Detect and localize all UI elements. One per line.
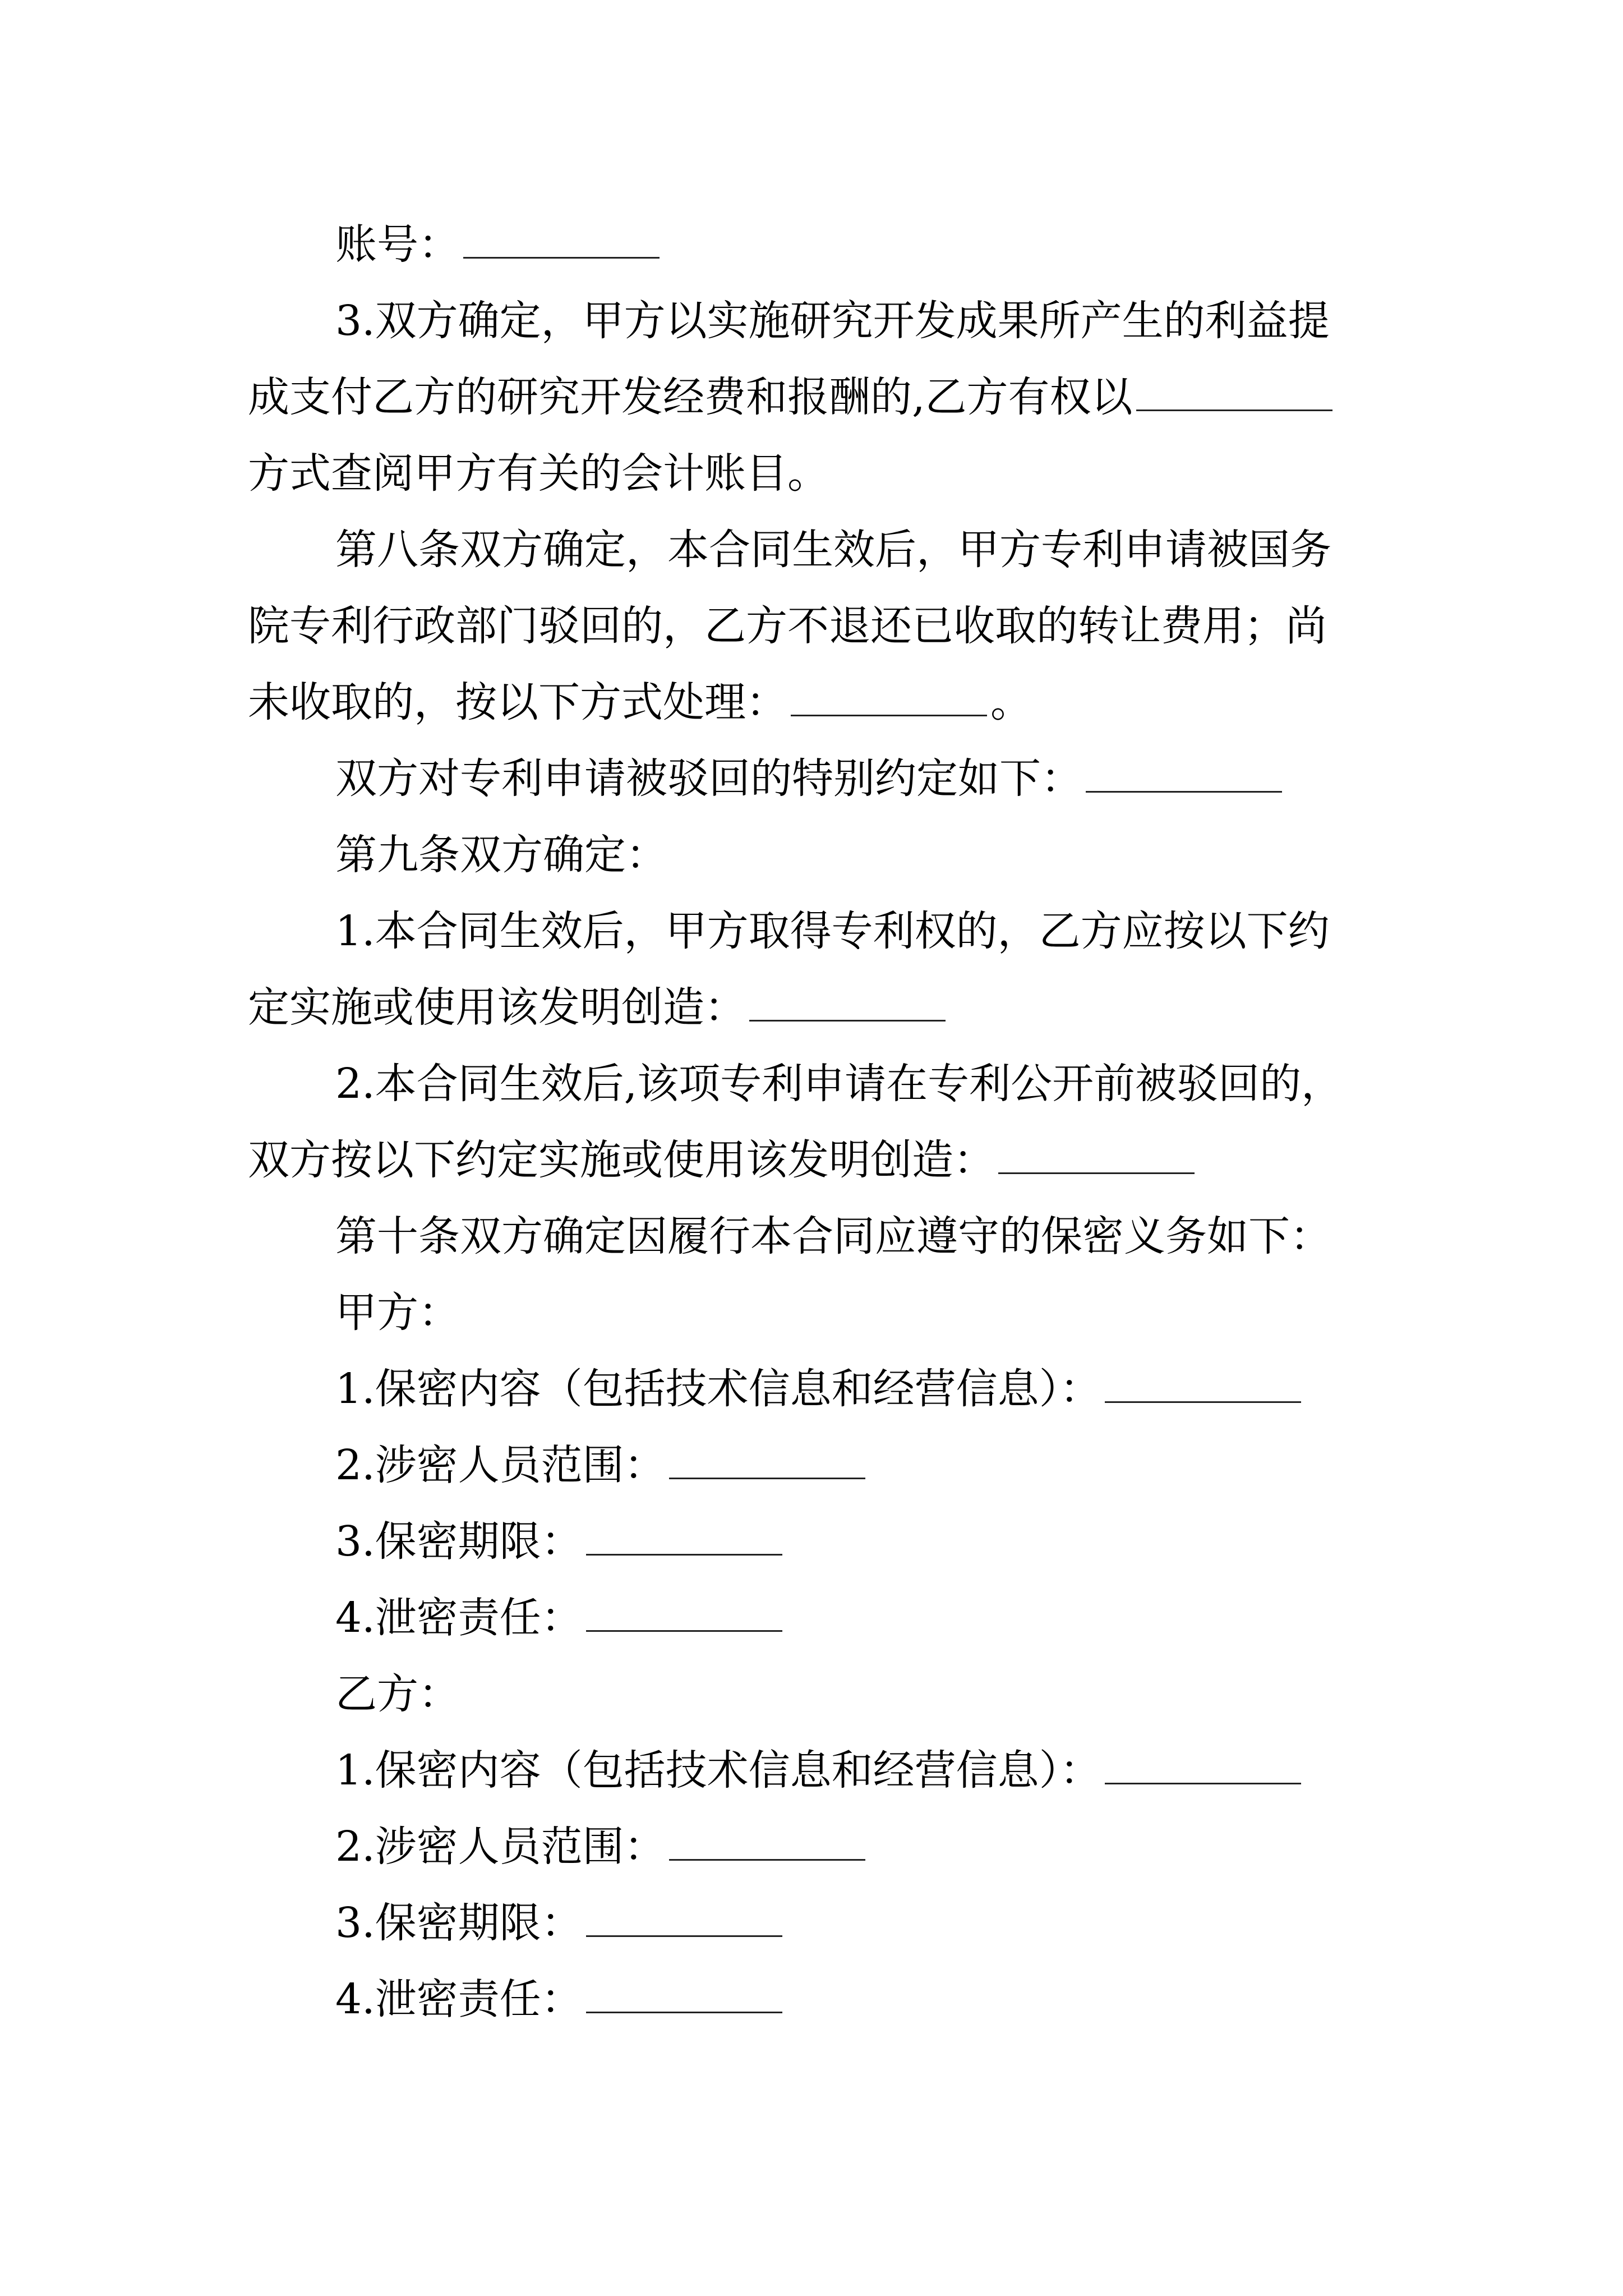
line-text: 2.涉密人员范围： bbox=[335, 1823, 666, 1871]
party-b-item-1 bbox=[335, 1742, 1304, 1798]
fill-in-blank[interactable] bbox=[586, 1978, 782, 2013]
line-text: 第十条双方确定因履行本合同应遵守的保密义务如下： bbox=[335, 1212, 1331, 1260]
fill-in-blank[interactable] bbox=[1136, 376, 1332, 411]
party-a-item-4 bbox=[335, 1590, 786, 1646]
line-text: 第八条双方确定，本合同生效后，甲方专利申请被国务 bbox=[335, 526, 1331, 574]
line-text: 方式查阅甲方有关的会计账目。 bbox=[248, 449, 829, 498]
article-10-heading bbox=[335, 1208, 1331, 1264]
fill-in-blank[interactable] bbox=[669, 1444, 865, 1479]
article-8-line-1 bbox=[335, 522, 1331, 578]
fill-in-blank[interactable] bbox=[586, 1520, 782, 1556]
line-text: 乙方： bbox=[335, 1670, 460, 1718]
line-text: 双方对专利申请被驳回的特别约定如下： bbox=[335, 754, 1082, 803]
line-text: 1.本合同生效后，甲方取得专利权的，乙方应按以下约 bbox=[335, 907, 1330, 955]
fill-in-blank[interactable] bbox=[1105, 1368, 1301, 1403]
article-8-line-2 bbox=[248, 598, 1327, 654]
line-text: 1.保密内容（包括技术信息和经营信息）： bbox=[335, 1746, 1101, 1795]
clause-7-3-line-2 bbox=[248, 369, 1336, 425]
line-text: 1.保密内容（包括技术信息和经营信息）： bbox=[335, 1365, 1101, 1413]
party-a-item-1 bbox=[335, 1361, 1304, 1417]
article-9-heading bbox=[335, 827, 667, 883]
party-a-item-2 bbox=[335, 1437, 869, 1493]
article-9-item-2-line-1 bbox=[335, 1056, 1343, 1112]
party-b-item-3 bbox=[335, 1895, 786, 1951]
party-b-item-4 bbox=[335, 1971, 786, 2027]
article-8-line-3 bbox=[248, 674, 1032, 730]
account-number-line bbox=[335, 217, 663, 273]
line-text: 甲方： bbox=[335, 1289, 460, 1337]
line-text: 第九条双方确定： bbox=[335, 831, 667, 879]
special-agreement-line bbox=[335, 751, 1285, 807]
fill-in-blank[interactable] bbox=[1105, 1749, 1301, 1784]
fill-in-blank[interactable] bbox=[669, 1825, 865, 1861]
article-9-item-2-line-2 bbox=[248, 1132, 1198, 1188]
article-9-item-1-line-1 bbox=[335, 903, 1330, 959]
fill-in-blank[interactable] bbox=[586, 1902, 782, 1937]
line-text: 2.本合同生效后,该项专利申请在专利公开前被驳回的， bbox=[335, 1060, 1343, 1108]
line-text: 3.双方确定，甲方以实施研究开发成果所产生的利益提 bbox=[335, 297, 1330, 345]
clause-7-3-line-3 bbox=[248, 445, 829, 501]
line-text: 3.保密期限： bbox=[335, 1899, 583, 1947]
party-a-heading bbox=[335, 1285, 460, 1341]
fill-in-blank[interactable] bbox=[1086, 757, 1282, 793]
line-text: 未收取的，按以下方式处理： bbox=[248, 678, 787, 726]
article-9-item-1-line-2 bbox=[248, 979, 949, 1036]
line-text: 3.保密期限： bbox=[335, 1517, 583, 1566]
clause-7-3-line-1 bbox=[335, 293, 1330, 349]
line-text: 账号： bbox=[335, 220, 460, 269]
fill-in-blank[interactable] bbox=[998, 1139, 1195, 1174]
fill-in-blank[interactable] bbox=[463, 223, 660, 259]
line-text-end: 。 bbox=[990, 678, 1032, 726]
line-text: 双方按以下约定实施或使用该发明创造： bbox=[248, 1136, 995, 1184]
line-text: 2.涉密人员范围： bbox=[335, 1441, 666, 1489]
fill-in-blank[interactable] bbox=[586, 1596, 782, 1632]
line-text: 院专利行政部门驳回的，乙方不退还已收取的转让费用；尚 bbox=[248, 602, 1327, 650]
line-text: 定实施或使用该发明创造： bbox=[248, 983, 746, 1032]
line-text: 4.泄密责任： bbox=[335, 1975, 583, 2023]
fill-in-blank[interactable] bbox=[791, 681, 987, 716]
line-text: 4.泄密责任： bbox=[335, 1594, 583, 1642]
party-a-item-3 bbox=[335, 1513, 786, 1570]
party-b-heading bbox=[335, 1666, 460, 1722]
party-b-item-2 bbox=[335, 1819, 869, 1875]
fill-in-blank[interactable] bbox=[749, 986, 946, 1022]
line-text: 成支付乙方的研究开发经费和报酬的,乙方有权以 bbox=[248, 373, 1133, 421]
